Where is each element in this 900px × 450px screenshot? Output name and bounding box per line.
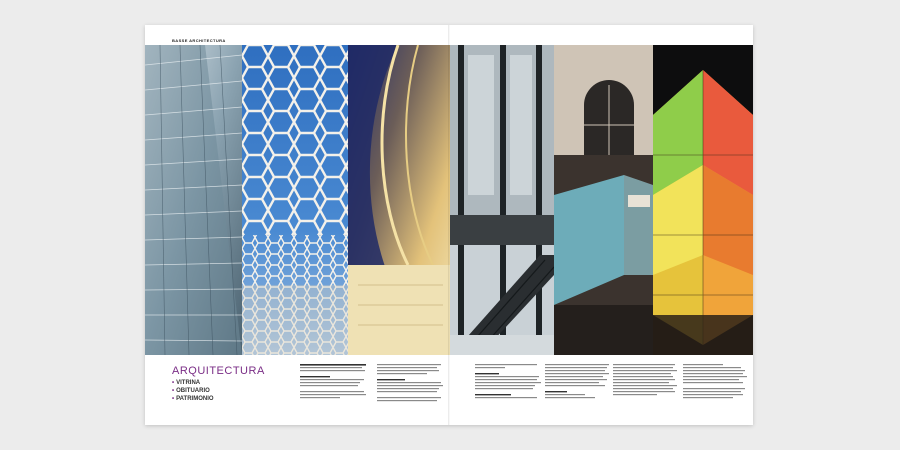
text-column-1 bbox=[300, 364, 368, 422]
stair-facade-image bbox=[450, 45, 554, 355]
column-2-text-block bbox=[377, 364, 445, 420]
text-column-3 bbox=[475, 364, 543, 422]
text-column-2 bbox=[377, 364, 445, 422]
section-title: ARQUITECTURA bbox=[172, 365, 265, 377]
column-3-text-block bbox=[475, 364, 543, 420]
magazine-spread bbox=[145, 25, 753, 425]
column-5-text-block bbox=[613, 364, 681, 420]
column-4-text-block bbox=[545, 364, 613, 420]
hexagon-ceiling-image bbox=[242, 45, 348, 355]
text-column-4 bbox=[545, 364, 613, 422]
section-item-patrimonio: • PATRIMONIO bbox=[172, 396, 214, 402]
glass-tower-image bbox=[145, 45, 242, 355]
photo-glass-tower bbox=[145, 45, 242, 355]
page-gutter bbox=[448, 25, 450, 425]
photo-glass-hall bbox=[554, 45, 653, 355]
photo-stair-facade bbox=[450, 45, 554, 355]
glass-hall-image bbox=[554, 45, 653, 355]
photo-colored-glass bbox=[653, 45, 753, 355]
text-column-6 bbox=[683, 364, 751, 422]
colored-glass-image bbox=[653, 45, 753, 355]
column-1-text-block bbox=[300, 364, 368, 420]
running-header: BASSE ARCHITECTURA bbox=[172, 38, 226, 43]
text-column-5 bbox=[613, 364, 681, 422]
section-list bbox=[172, 379, 214, 403]
photo-curved-atrium bbox=[348, 45, 450, 355]
column-6-text-block bbox=[683, 364, 751, 420]
curved-atrium-image bbox=[348, 45, 450, 355]
photo-hexagon-ceiling bbox=[242, 45, 348, 355]
section-item-vitrina: • VITRINA bbox=[172, 380, 201, 386]
section-item-obituario: • OBITUARIO bbox=[172, 388, 210, 394]
